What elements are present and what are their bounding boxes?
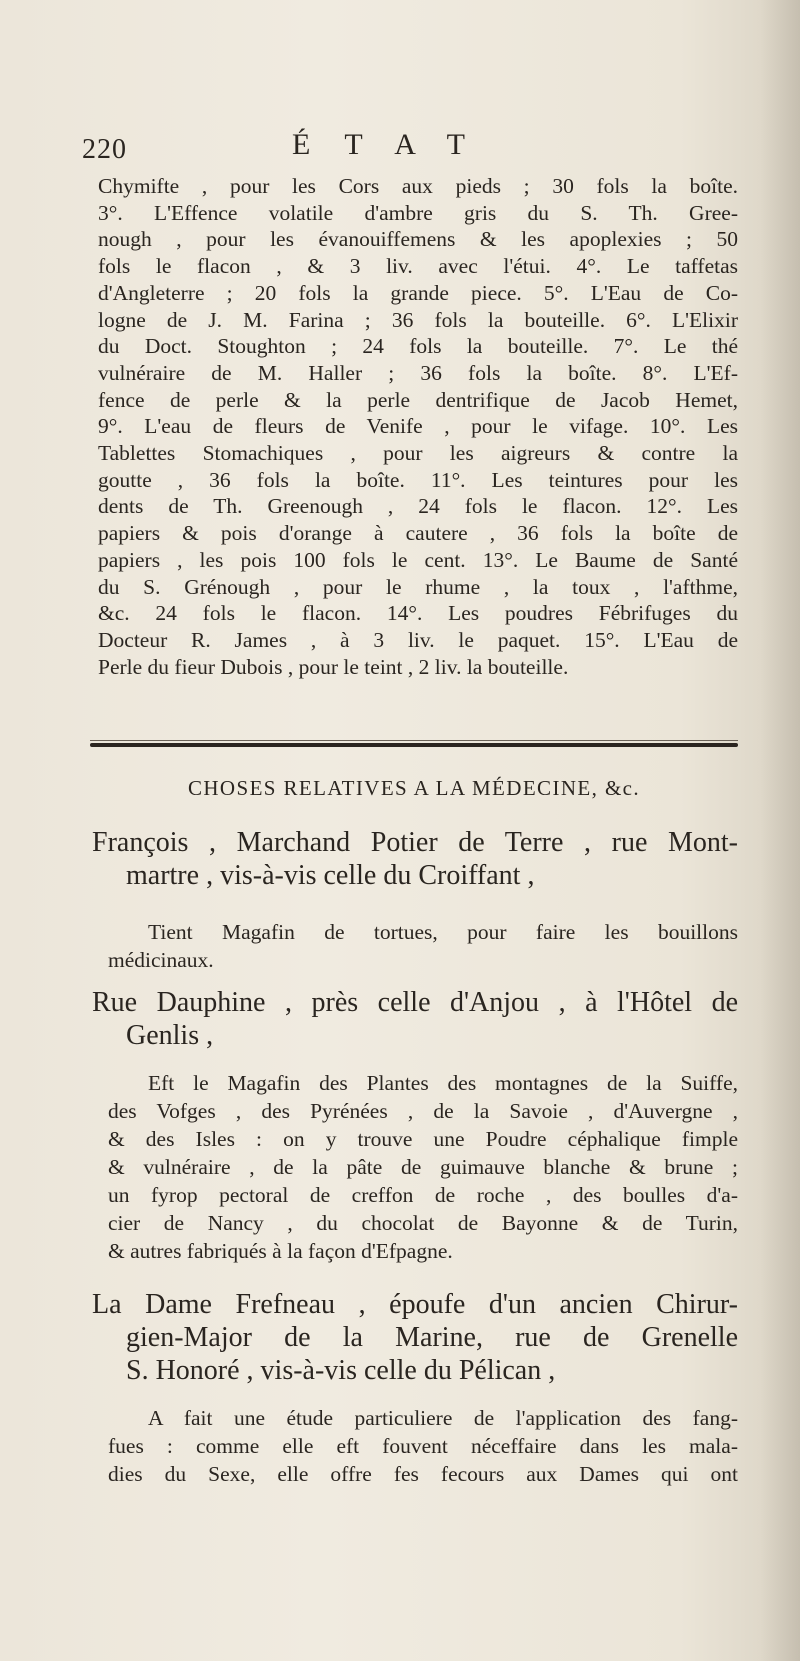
text-line: nough , pour les évanouiffemens & les apoplexies ; 50 xyxy=(98,227,738,252)
text-line: du Doct. Stoughton ; 24 fols la bouteille. 7°. Le thé xyxy=(98,334,738,359)
heading-line: François , Marchand Potier de Terre , rue Mont- xyxy=(92,827,738,858)
text-line: 3°. L'Effence volatile d'ambre gris du S. Th. Gree- xyxy=(98,200,738,225)
entry-heading xyxy=(92,986,738,1052)
text-line: papiers & pois d'orange à cautere , 36 fols la boîte de xyxy=(98,521,738,546)
text-line: fols le flacon , & 3 liv. avec l'étui. 4°. Le taffetas xyxy=(98,254,738,279)
text-line: & vulnéraire , de la pâte de guimauve blanche & brune ; xyxy=(108,1155,738,1179)
text-line: fues : comme elle eft fouvent néceffaire dans les mala- xyxy=(108,1434,738,1458)
section-divider xyxy=(90,743,738,747)
entry-heading xyxy=(92,826,738,892)
running-head: ÉTAT xyxy=(292,128,499,161)
text-line: un fyrop pectoral de creffon de roche , des boulles d'a- xyxy=(108,1183,738,1207)
text-line: fence de perle & la perle dentrifique de Jacob Hemet, xyxy=(98,387,738,412)
text-line: dies du Sexe, elle offre fes fecours aux Dames qui ont xyxy=(108,1462,738,1486)
heading-line: gien-Major de la Marine, rue de Grenelle xyxy=(126,1322,738,1353)
text-line: goutte , 36 fols la boîte. 11°. Les teintures pour les xyxy=(98,467,738,492)
entry-body xyxy=(108,918,738,974)
entry-heading xyxy=(92,1288,738,1387)
heading-line: Rue Dauphine , près celle d'Anjou , à l'Hôtel de xyxy=(92,987,738,1018)
text-line: & des Isles : on y trouve une Poudre céphalique fimple xyxy=(108,1127,738,1151)
continuation-paragraph xyxy=(98,173,738,680)
heading-line: S. Honoré , vis-à-vis celle du Pélican , xyxy=(126,1355,556,1386)
text-line: médicinaux. xyxy=(108,948,214,972)
text-line: & autres fabriqués à la façon d'Efpagne. xyxy=(108,1239,453,1263)
entry-body xyxy=(108,1069,738,1265)
heading-line: La Dame Frefneau , époufe d'un ancien Chirur- xyxy=(92,1289,738,1320)
section-title: CHOSES RELATIVES A LA MÉDECINE, &c. xyxy=(187,776,641,800)
entry-body xyxy=(108,1404,738,1488)
text-line: logne de J. M. Farina ; 36 fols la bouteille. 6°. L'Elixir xyxy=(98,307,738,332)
heading-line: martre , vis-à-vis celle du Croiffant , xyxy=(126,860,535,891)
text-line: 9°. L'eau de fleurs de Venife , pour le vifage. 10°. Les xyxy=(98,414,738,439)
text-line: &c. 24 fols le flacon. 14°. Les poudres Fébrifuges du xyxy=(98,601,738,626)
page-header xyxy=(82,128,722,168)
text-line: d'Angleterre ; 20 fols la grande piece. 5°. L'Eau de Co- xyxy=(98,280,738,305)
text-line: vulnéraire de M. Haller ; 36 fols la boîte. 8°. L'Ef- xyxy=(98,360,738,385)
text-line: Tient Magafin de tortues, pour faire les bouillons xyxy=(148,920,738,944)
text-line: A fait une étude particuliere de l'application des fang- xyxy=(148,1406,738,1430)
text-line: Docteur R. James , à 3 liv. le paquet. 15°. L'Eau de xyxy=(98,627,738,652)
text-line: Eft le Magafin des Plantes des montagnes de la Suiffe, xyxy=(148,1071,738,1095)
text-line: dents de Th. Greenough , 24 fols le flacon. 12°. Les xyxy=(98,494,738,519)
text-line: Perle du fieur Dubois , pour le teint , 2 liv. la bouteille. xyxy=(98,654,569,679)
text-line: papiers , les pois 100 fols le cent. 13°. Le Baume de Santé xyxy=(98,547,738,572)
text-line: Chymifte , pour les Cors aux pieds ; 30 fols la boîte. xyxy=(98,174,738,198)
text-line: Tablettes Stomachiques , pour les aigreurs & contre la xyxy=(98,441,738,466)
text-line: du S. Grénough , pour le rhume , la toux , l'afthme, xyxy=(98,574,738,599)
page-number: 220 xyxy=(82,134,127,165)
heading-line: Genlis , xyxy=(126,1020,214,1051)
text-line: des Vofges , des Pyrénées , de la Savoie , d'Auvergne , xyxy=(108,1099,738,1123)
text-line: cier de Nancy , du chocolat de Bayonne & de Turin, xyxy=(108,1211,738,1235)
